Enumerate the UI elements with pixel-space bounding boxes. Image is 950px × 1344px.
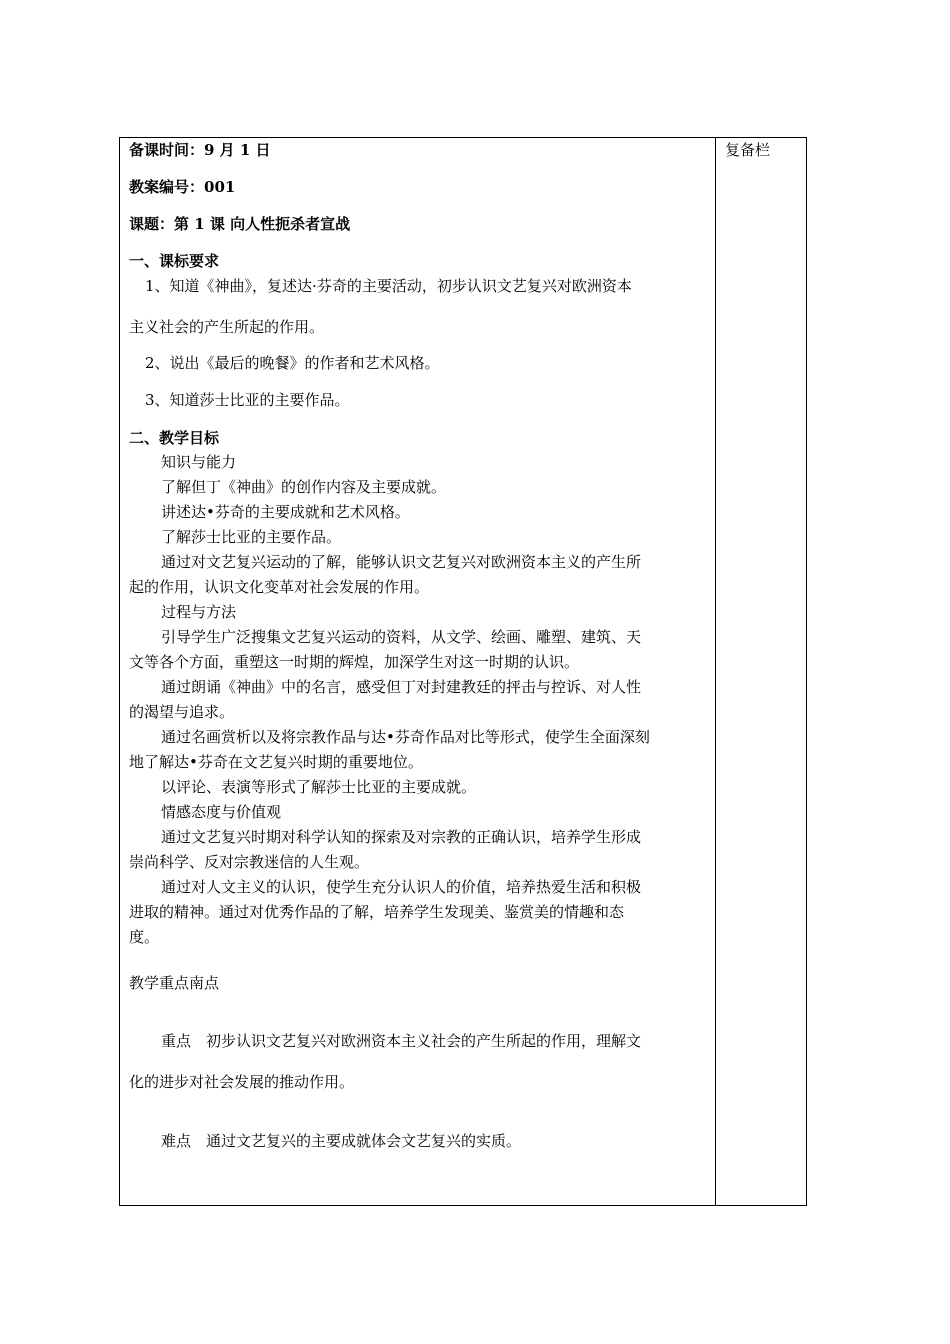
standards-line-3: 2、说出《最后的晚餐》的作者和艺术风格。 bbox=[145, 354, 440, 372]
section-heading-objectives: 二、教学目标 bbox=[129, 429, 220, 447]
objectives-line: 文等各个方面，重塑这一时期的辉煌，加深学生对这一时期的认识。 bbox=[129, 653, 580, 671]
objectives-line: 情感态度与价值观 bbox=[161, 803, 282, 821]
standards-line-1: 1、知道《神曲》，复述达·芬奇的主要活动，初步认识文艺复兴对欧洲资本 bbox=[145, 277, 632, 295]
objectives-line: 过程与方法 bbox=[161, 603, 237, 621]
plan-number: 教案编号：001 bbox=[129, 178, 236, 196]
objectives-line: 了解莎士比亚的主要作品。 bbox=[161, 528, 342, 546]
objectives-line: 的渴望与追求。 bbox=[129, 703, 235, 721]
objectives-line: 通过对文艺复兴运动的了解，能够认识文艺复兴对欧洲资本主义的产生所 bbox=[161, 553, 642, 571]
column-divider bbox=[715, 137, 716, 1206]
objectives-line: 引导学生广泛搜集文艺复兴运动的资料，从文学、绘画、雕塑、建筑、天 bbox=[161, 628, 642, 646]
objectives-line: 通过对人文主义的认识，使学生充分认识人的价值，培养热爱生活和积极 bbox=[161, 878, 642, 896]
objectives-line: 以评论、表演等形式了解莎士比亚的主要成就。 bbox=[161, 778, 477, 796]
objectives-line: 进取的精神。通过对优秀作品的了解，培养学生发现美、鉴赏美的情趣和态 bbox=[129, 903, 625, 921]
lesson-title: 课题：第 1 课 向人性扼杀者宣战 bbox=[129, 215, 351, 233]
key-point-line-2: 化的进步对社会发展的推动作用。 bbox=[129, 1073, 355, 1091]
objectives-line: 起的作用，认识文化变革对社会发展的作用。 bbox=[129, 578, 430, 596]
objectives-line: 崇尚科学、反对宗教迷信的人生观。 bbox=[129, 853, 370, 871]
objectives-line: 通过朗诵《神曲》中的名言，感受但丁对封建教廷的抨击与控诉、对人性 bbox=[161, 678, 642, 696]
prep-time: 备课时间：9 月 1 日 bbox=[129, 141, 271, 159]
side-column-label: 复备栏 bbox=[725, 141, 771, 159]
objectives-line: 通过文艺复兴时期对科学认知的探索及对宗教的正确认识，培养学生形成 bbox=[161, 828, 642, 846]
standards-line-2: 主义社会的产生所起的作用。 bbox=[129, 318, 325, 336]
standards-line-4: 3、知道莎士比亚的主要作品。 bbox=[145, 391, 350, 409]
section-heading-standards: 一、课标要求 bbox=[129, 252, 220, 270]
objectives-line: 了解但丁《神曲》的创作内容及主要成就。 bbox=[161, 478, 447, 496]
section-heading-key-points: 教学重点南点 bbox=[129, 974, 220, 992]
objectives-line: 通过名画赏析以及将宗教作品与达•芬奇作品对比等形式，使学生全面深刻 bbox=[161, 728, 650, 746]
objectives-line: 度。 bbox=[129, 928, 160, 946]
objectives-line: 讲述达•芬奇的主要成就和艺术风格。 bbox=[161, 503, 410, 521]
objectives-line: 地了解达•芬奇在文艺复兴时期的重要地位。 bbox=[129, 753, 423, 771]
difficulty-line: 难点 通过文艺复兴的主要成就体会文艺复兴的实质。 bbox=[161, 1132, 522, 1150]
key-point-line-1: 重点 初步认识文艺复兴对欧洲资本主义社会的产生所起的作用，理解文 bbox=[161, 1032, 642, 1050]
objectives-line: 知识与能力 bbox=[161, 453, 237, 471]
